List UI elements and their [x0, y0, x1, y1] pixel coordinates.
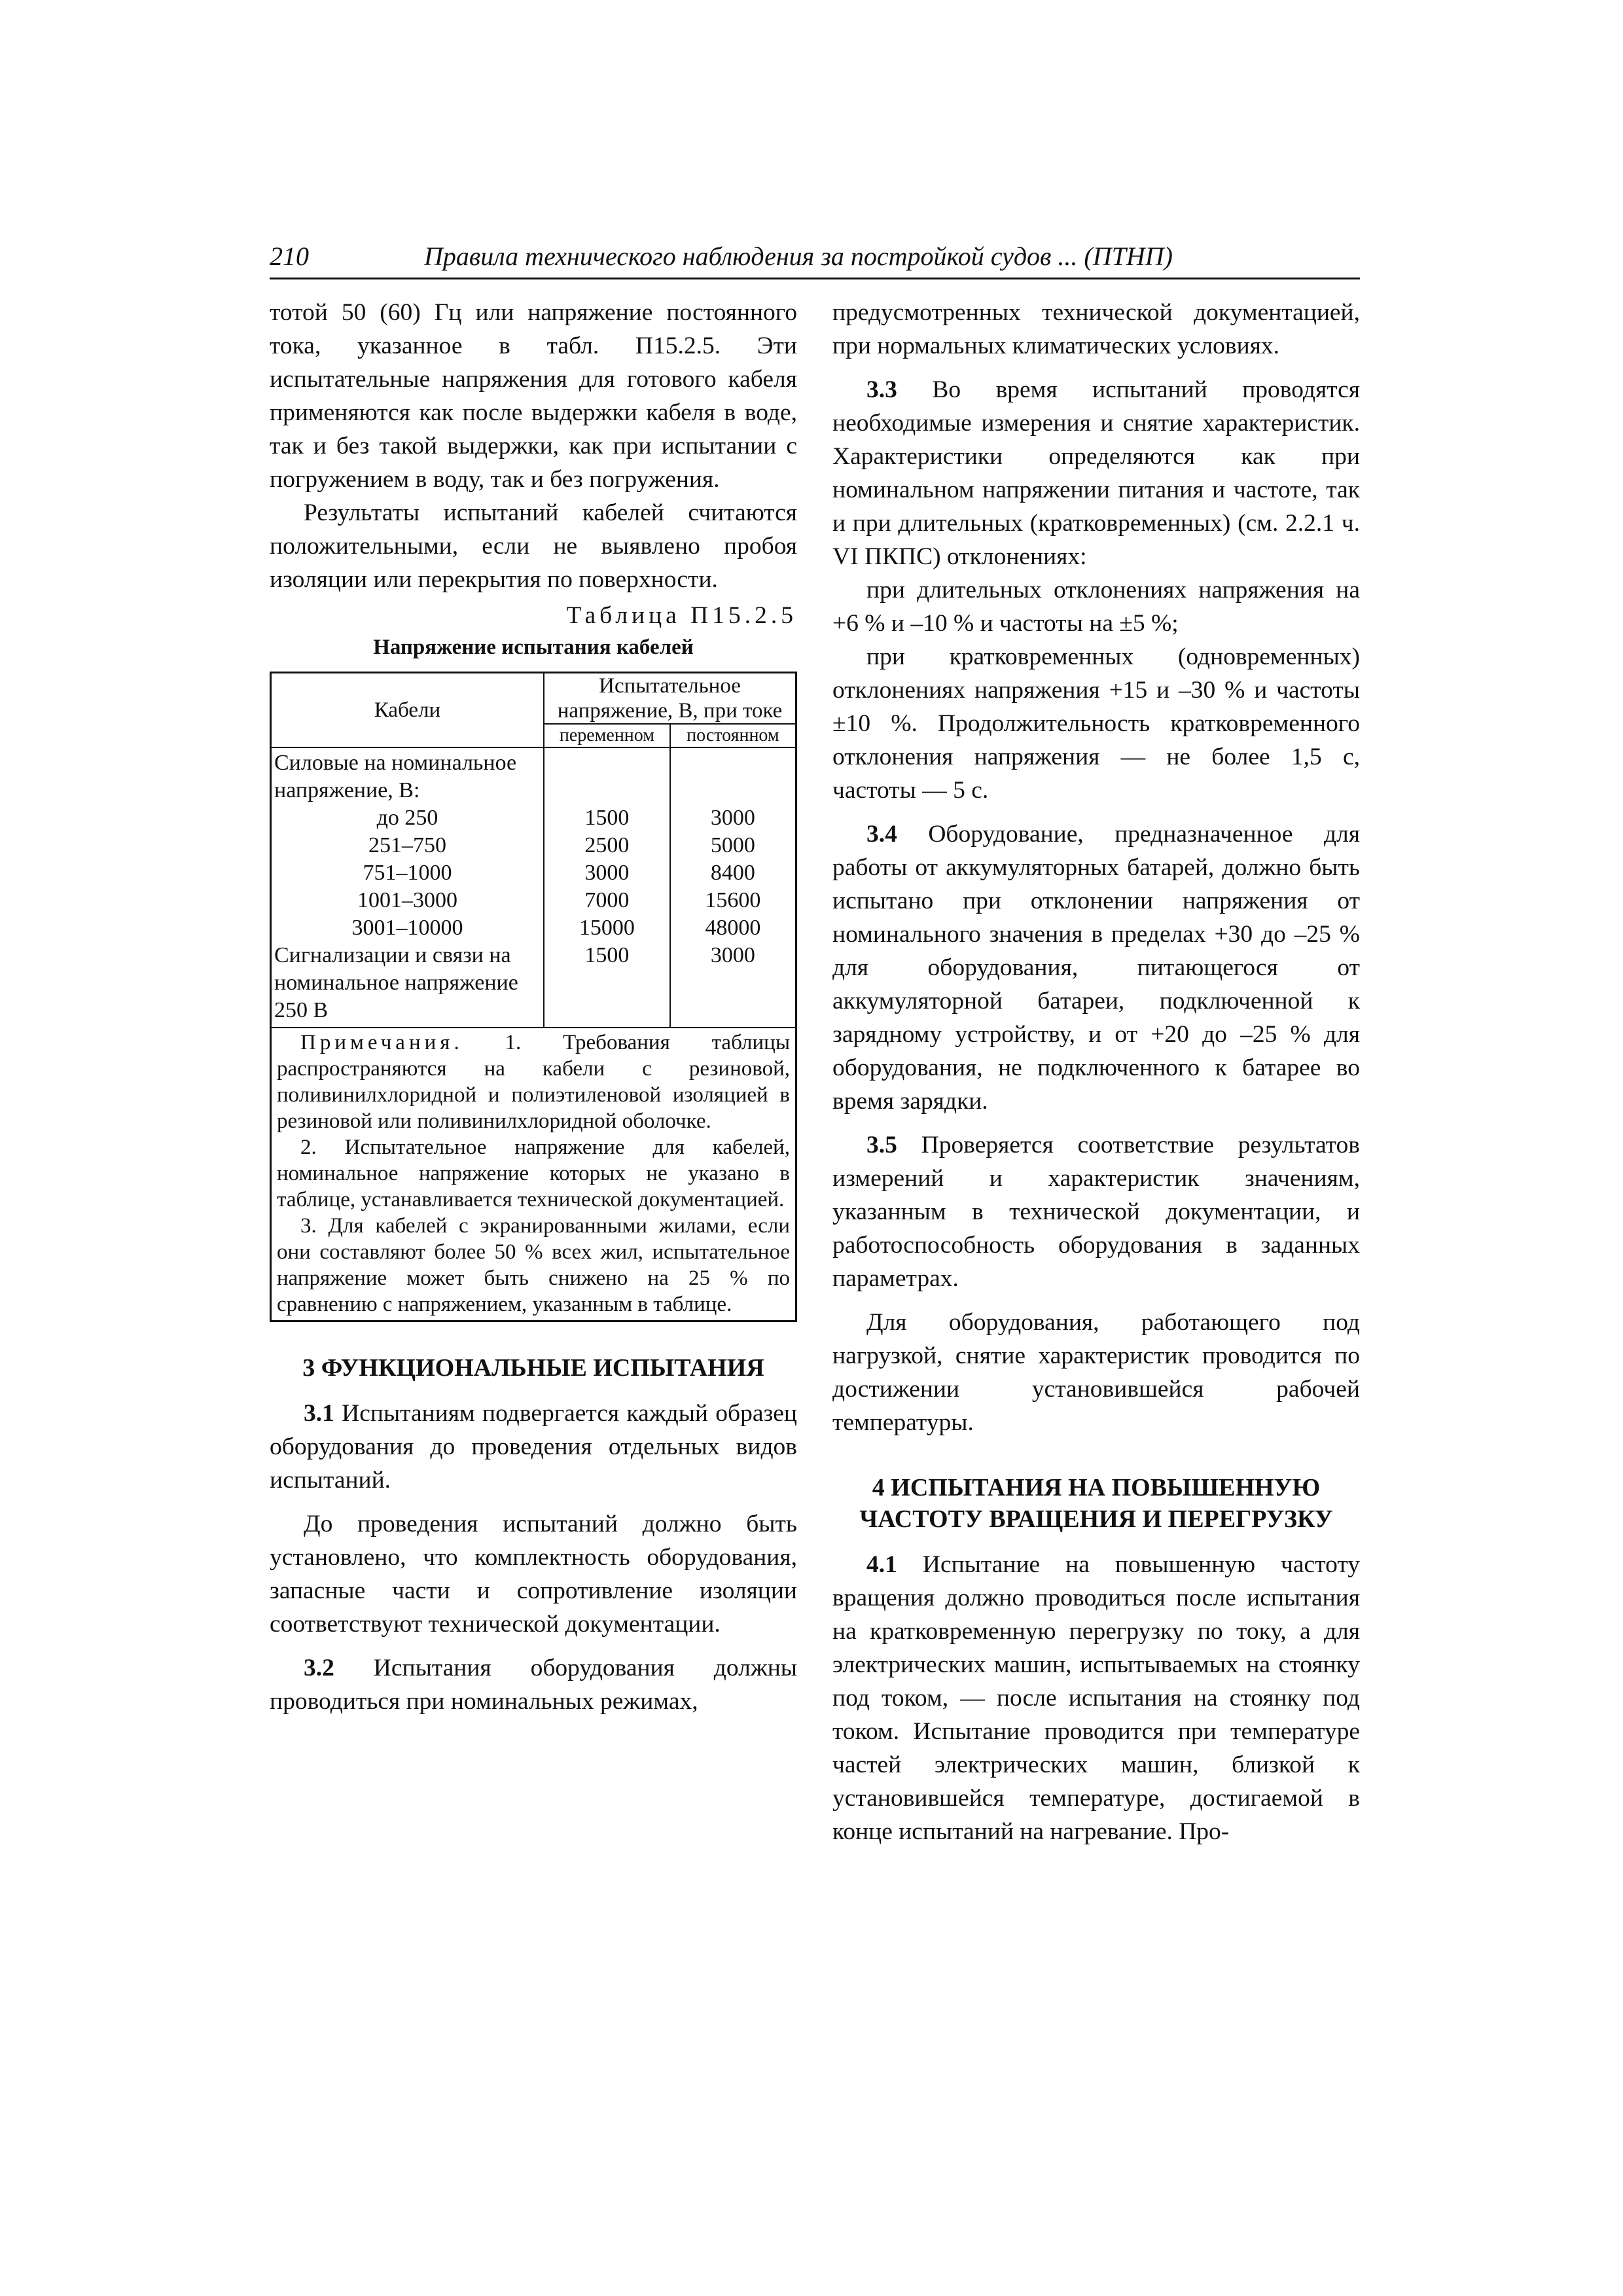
notes-label: Примечания.: [300, 1031, 463, 1054]
cable-voltage-table: [270, 672, 797, 1322]
table-value: 3000: [710, 943, 755, 967]
note-2: 2. Испытательное напряжение для кабелей, номинальное напряжение которых не указано в таблице, устанавливается технической документацией.: [277, 1136, 790, 1211]
section-number: 3.1: [304, 1400, 334, 1427]
paragraph: Для оборудования, работающего под нагрузкой, снятие характеристик проводится по достижении установившейся рабочей температуры.: [832, 1309, 1360, 1436]
table-value: 3000: [710, 806, 755, 830]
table-header-dc: постоянном: [670, 724, 796, 747]
note-3: 3. Для кабелей с экранированными жилами, если они составляют более 50 % всех жил, испытательное напряжение может быть снижено на 25 % по сравнению с напряжением, указанным в таблице.: [277, 1214, 790, 1316]
table-value: 15000: [579, 916, 635, 940]
section-4-heading-line-1: 4 ИСПЫТАНИЯ НА ПОВЫШЕННУЮ: [872, 1474, 1321, 1501]
paragraph: Испытание на повышенную частоту вращения должно проводиться после испытания на кратковременную перегрузку по току, а для электрических машин, испытываемых на стоянку под током, — после испытания на стоянку под током. Испытание проводится при температуре частей электрических машин, близкой к установившейся температуре, достигаемой в конце испытаний на нагревание. Про-: [832, 1551, 1360, 1845]
paragraph: при длительных отклонениях напряжения на +6 % и –10 % и частоты на ±5 %;: [832, 577, 1360, 637]
table-notes: [271, 1028, 796, 1321]
table-cell-dc: [670, 747, 796, 1028]
paragraph: Испытания оборудования должны проводиться при номинальных режимах,: [270, 1655, 798, 1715]
paragraph: До проведения испытаний должно быть установлено, что комплектность оборудования, запасные части и сопротивление изоляции соответствуют технической документации.: [270, 1511, 797, 1638]
table-header-voltage: Испытательное напряжение, В, при токе: [544, 673, 796, 725]
section-number: 3.3: [866, 376, 897, 403]
section-3-heading: 3 ФУНКЦИОНАЛЬНЫЕ ИСПЫТАНИЯ: [302, 1354, 764, 1382]
table-row-label: 251–750: [368, 833, 447, 857]
table-value: 7000: [584, 888, 630, 912]
table-row-label: 1001–3000: [357, 888, 458, 912]
table-row-label: 3001–10000: [351, 916, 463, 940]
table-value: 5000: [710, 833, 755, 857]
paragraph: при кратковременных (одновременных) отклонениях напряжения +15 и –30 % и частоты ±10 %. Продолжительность кратковременного отклонения напряжения — не более 1,5 с, частоты — 5 с.: [832, 643, 1360, 804]
table-cell-ac: [544, 747, 670, 1028]
paragraph: Во время испытаний проводятся необходимые измерения и снятие характеристик. Характеристики определяются как при номинальном напряжении питания и частоте, так и при длительных (кратковременных) (см. 2.2.1 ч. VI ПКПС) отклонениях:: [832, 376, 1360, 570]
table-group-label: Сигнализации и связи на номинальное напряжение 250 В: [274, 943, 518, 1022]
table-value: 1500: [584, 806, 630, 830]
running-title: Правила технического наблюдения за постройкой судов ... (ПТНП): [424, 242, 1173, 271]
table-value: 1500: [584, 943, 630, 967]
table-header-cables: Кабели: [271, 673, 544, 748]
table-cell-cables: [271, 747, 544, 1028]
table-header-ac: переменном: [544, 724, 670, 747]
paragraph: Испытаниям подвергается каждый образец оборудования до проведения отдельных видов испытаний.: [270, 1400, 797, 1494]
section-4-heading: [832, 1472, 1360, 1535]
table-value: 48000: [705, 916, 761, 940]
paragraph: Проверяется соответствие результатов измерений и характеристик значениям, указанным в технической документации, и работоспособность оборудования в заданных параметрах.: [832, 1132, 1361, 1292]
table-row-label: до 250: [376, 806, 438, 830]
paragraph: тотой 50 (60) Гц или напряжение постоянного тока, указанное в табл. П15.2.5. Эти испытательные напряжения для готового кабеля применяются как после выдержки кабеля в воде, так и без такой выдержки, как при испытании с погружением в воду, так и без погружения.: [270, 299, 797, 493]
table-title: Напряжение испытания кабелей: [373, 636, 694, 659]
table-value: 15600: [705, 888, 761, 912]
paragraph: Результаты испытаний кабелей считаются положительными, если не выявлено пробоя изоляции или перекрытия по поверхности.: [270, 499, 797, 593]
table-value: 8400: [710, 861, 755, 885]
section-number: 3.4: [866, 821, 897, 848]
table-caption: Таблица П15.2.5: [566, 602, 797, 629]
left-column: [270, 296, 797, 1718]
running-header: [270, 237, 1360, 279]
paragraph: Оборудование, предназначенное для работы от аккумуляторных батарей, должно быть испытано при отклонении напряжения от номинального значения в пределах +30 до –25 % для оборудования, питающегося от аккумуляторной батареи, подключенной к зарядному устройству, и от +20 до –25 % для оборудования, не подключенного к батарее во время зарядки.: [832, 821, 1360, 1115]
section-number: 3.2: [304, 1655, 334, 1681]
note-1: 1. Требования таблицы распространяются на кабели с резиновой, поливинилхлоридной и полиэтиленовой изоляцией в резиновой или поливинилхлоридной оболочке.: [277, 1031, 791, 1133]
page-number: 210: [270, 242, 309, 271]
table-value: 2500: [584, 833, 630, 857]
table-row-label: 751–1000: [363, 861, 452, 885]
table-value: 3000: [584, 861, 630, 885]
section-number: 3.5: [866, 1132, 897, 1158]
paragraph: предусмотренных технической документацией, при нормальных климатических условиях.: [832, 299, 1360, 359]
right-column: [832, 296, 1360, 1848]
table-group-label: Силовые на номинальное напряжение, В:: [274, 751, 517, 802]
section-4-heading-line-2: ЧАСТОТУ ВРАЩЕНИЯ И ПЕРЕГРУЗКУ: [859, 1505, 1333, 1533]
section-number: 4.1: [866, 1551, 897, 1578]
